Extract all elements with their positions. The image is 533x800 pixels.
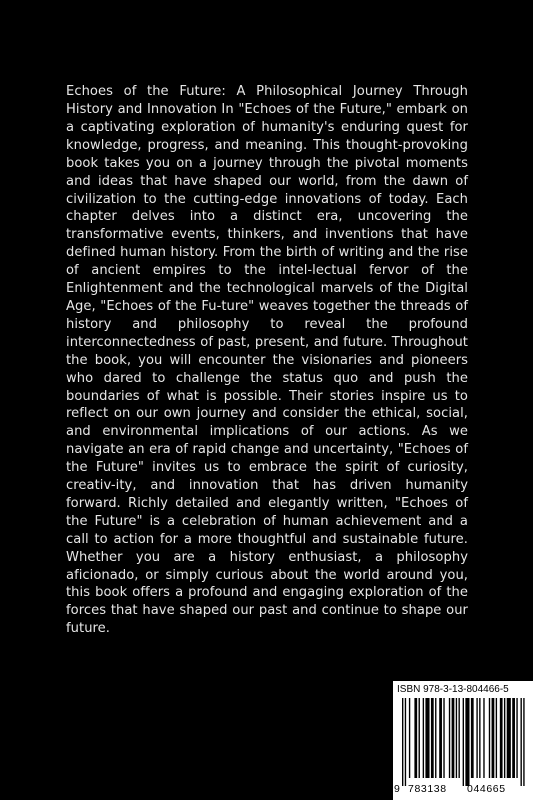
barcode-bar xyxy=(425,698,429,778)
barcode-right-digits: 044665 xyxy=(467,783,506,795)
barcode-bar xyxy=(405,698,406,786)
barcode-bar xyxy=(476,698,477,778)
barcode-bar xyxy=(419,698,420,778)
barcode-bar xyxy=(458,698,459,778)
barcode-bar xyxy=(423,698,424,778)
barcode-first-digit: 9 xyxy=(394,783,400,795)
barcode-left-digits: 783138 xyxy=(408,783,447,795)
barcode xyxy=(402,698,526,786)
barcode-bar xyxy=(489,698,490,778)
barcode-bar xyxy=(409,698,410,778)
barcode-bar xyxy=(492,698,495,778)
barcode-bar xyxy=(523,698,524,786)
barcode-bar xyxy=(449,698,450,778)
barcode-bar xyxy=(414,698,417,778)
barcode-bar xyxy=(500,698,503,778)
barcode-bar xyxy=(431,698,434,778)
barcode-bar xyxy=(443,698,444,778)
barcode-bar xyxy=(516,698,517,778)
barcode-bar xyxy=(520,698,521,786)
barcode-bar xyxy=(452,698,455,778)
barcode-bar xyxy=(512,698,515,778)
barcode-bar xyxy=(465,698,469,786)
book-description: Echoes of the Future: A Philosophical Journey Through History and Innovation In "Echoes of the Future," embark on a captivating exploration of humanity's enduring quest for knowledge, progress, and meaning. This thought-provoking book takes you on a journey through the pivotal moments and ideas that have shaped our world, from the dawn of civilization to the cutting-edge innovations of today. Each chapter delves into a distinct era, uncovering the transformative events, thinkers, and inventions that have defined human history. From the birth of writing and the rise of ancient empires to the intel-lectual fervor of the Enlightenment and the technological marvels of the Digital Age, "Echoes of the Fu-ture" weaves together the threads of history and philosophy to reveal the profound interconnectedness of past, present, and future. Throughout the book, you will encounter the visionaries and pioneers who dared to challenge the status quo and push the boundaries of what is possible. Their stories inspire us to reflect on our own journey and consider the ethical, social, and environmental implications of our actions. As we navigate an era of rapid change and uncertainty, "Echoes of the Future" invites us to embrace the spirit of curiosity, creativ-ity, and innovation that has driven humanity forward. Richly detailed and elegantly written, "Echoes of the Future" is a celebration of human achievement and a call to action for a more thoughtful and sustainable future. Whether you are a history enthusiast, a philosophy aficionado, or simply curious about the world around you, this book offers a profound and engaging exploration of the forces that have shaped our past and continue to shape our future. xyxy=(66,84,468,637)
barcode-bar xyxy=(496,698,497,778)
barcode-bar xyxy=(471,698,474,778)
isbn-label: ISBN 978-3-13-804466-5 xyxy=(397,684,509,695)
barcode-bar xyxy=(479,698,480,778)
barcode-bar xyxy=(463,698,464,786)
barcode-bar xyxy=(504,698,505,778)
barcode-bar xyxy=(439,698,442,778)
barcode-bar xyxy=(483,698,484,778)
barcode-bar xyxy=(456,698,457,778)
barcode-bar xyxy=(435,698,436,778)
isbn-barcode-block xyxy=(393,681,533,800)
barcode-bar xyxy=(402,698,403,786)
barcode-bar xyxy=(507,698,511,778)
